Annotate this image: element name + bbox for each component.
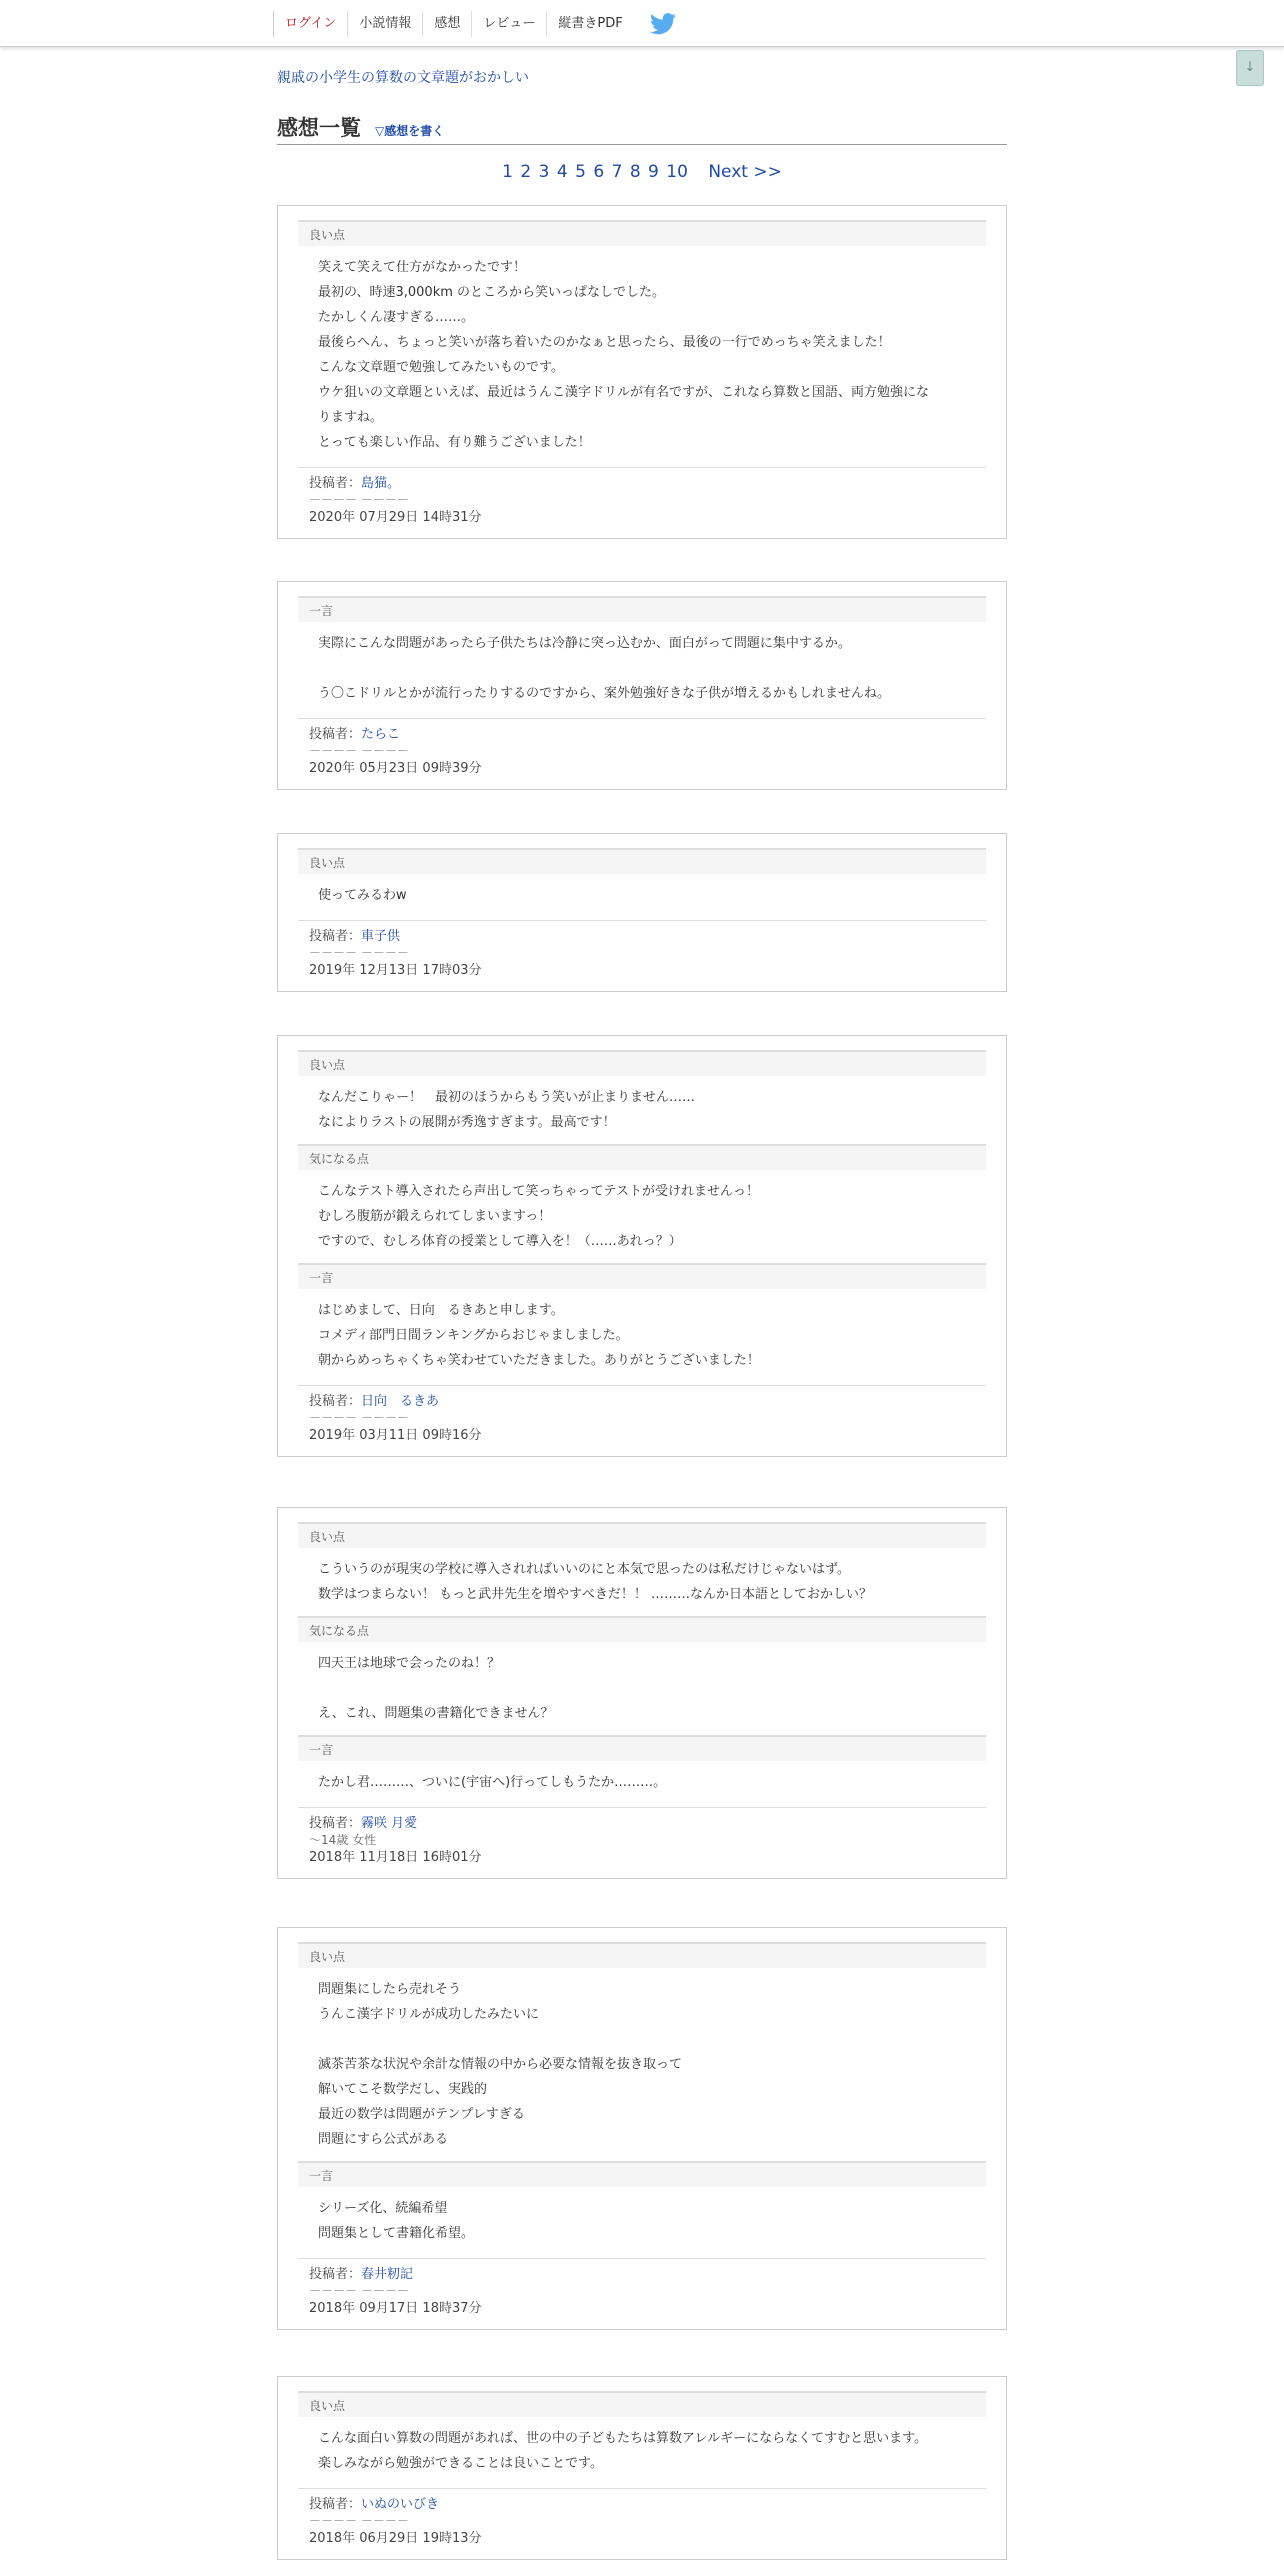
author-link[interactable]: 車子供 [361, 929, 401, 944]
comment-line: 解いてこそ数学だし、実践的 [318, 2082, 488, 2097]
main-content [277, 68, 1007, 183]
section-body [298, 2187, 986, 2255]
author-label: 投稿者： [309, 1394, 362, 1409]
post-date: 2019年 03月11日 09時16分 [309, 1428, 482, 1443]
comment-line: むしろ腹筋が鍛えられてしまいますっ！ [318, 1209, 552, 1224]
comment-line: 楽しみながら勉強ができることは良いことです。 [318, 2456, 603, 2471]
review-meta [298, 718, 986, 779]
section-label: 一言 [298, 596, 986, 622]
comment-line: 使ってみるわw [318, 888, 407, 903]
nav-impressions[interactable]: 感想 [422, 11, 471, 37]
author-profile: －－－－ －－－－ [309, 946, 409, 960]
author-label: 投稿者： [309, 727, 362, 742]
write-impression-link[interactable]: ▽感想を書く [375, 124, 445, 138]
page-link-3[interactable]: 3 [538, 162, 550, 182]
section-label: 一言 [298, 1735, 986, 1761]
twitter-icon[interactable] [650, 13, 676, 35]
section-body [298, 1289, 986, 1382]
section-label: 良い点 [298, 2391, 986, 2417]
comment-line: たかし君………、ついに(宇宙へ)行ってしもうたか………。 [318, 1775, 667, 1790]
review-card [277, 1035, 1007, 1457]
comment-line: シリーズ化、続編希望 [318, 2201, 448, 2216]
pagination [277, 161, 1007, 183]
author-row [309, 475, 975, 493]
author-link[interactable]: 島猫。 [361, 476, 401, 491]
review-card [277, 1507, 1007, 1879]
review-card [277, 205, 1007, 539]
section-label: 良い点 [298, 1942, 986, 1968]
comment-line: 最初の、時速3,000km のところから笑いっぱなしでした。 [318, 285, 666, 300]
site-header [0, 0, 1284, 47]
section-label: 良い点 [298, 1522, 986, 1548]
author-label: 投稿者： [309, 929, 362, 944]
page-link-4[interactable]: 4 [556, 162, 568, 182]
scroll-down-tab[interactable]: ↓ [1236, 50, 1264, 86]
section-label: 良い点 [298, 848, 986, 874]
section-body [298, 246, 986, 464]
page-link-6[interactable]: 6 [593, 162, 605, 182]
top-nav [273, 11, 676, 37]
author-label: 投稿者： [309, 476, 362, 491]
section-label: 一言 [298, 1263, 986, 1289]
section-body [298, 1548, 986, 1616]
author-label: 投稿者： [309, 2267, 362, 2282]
post-date: 2018年 06月29日 19時13分 [309, 2531, 482, 2546]
author-row [309, 1393, 975, 1411]
author-link[interactable]: 日向 るきあ [361, 1394, 440, 1409]
page-link-1[interactable]: 1 [502, 162, 513, 182]
section-label: 一言 [298, 2161, 986, 2187]
section-label: 気になる点 [298, 1616, 986, 1642]
blank-line [318, 2027, 975, 2052]
author-label: 投稿者： [309, 2497, 362, 2512]
page-link-7[interactable]: 7 [611, 162, 623, 182]
blank-line [318, 656, 975, 681]
comment-line: うんこ漢字ドリルが成功したみたいに [318, 2007, 540, 2022]
post-date: 2018年 11月18日 16時01分 [309, 1850, 482, 1865]
post-date: 2018年 09月17日 18時37分 [309, 2301, 482, 2316]
comment-line: う〇こドリルとかが流行ったりするのですから、案外勉強好きな子供が増えるかもしれませんね。 [318, 686, 891, 701]
section-label: 気になる点 [298, 1144, 986, 1170]
comment-line: 実際にこんな問題があったら子供たちは冷静に突っ込むか、面白がって問題に集中するか。 [318, 636, 851, 651]
page-link-9[interactable]: 9 [648, 162, 659, 182]
author-profile: －－－－ －－－－ [309, 2514, 409, 2528]
comment-line: ですので、むしろ体育の授業として導入を！（……あれっ？） [318, 1234, 682, 1249]
author-row [309, 928, 975, 946]
comment-line: 四天王は地球で会ったのね！？ [318, 1656, 501, 1671]
comment-line: りますね。 [318, 410, 384, 425]
comment-line: こんなテスト導入されたら声出して笑っちゃってテストが受けれませんっ！ [318, 1184, 759, 1199]
blank-line [318, 1676, 975, 1701]
page-link-5[interactable]: 5 [575, 162, 586, 182]
review-card [277, 2376, 1007, 2560]
page-link-8[interactable]: 8 [629, 162, 641, 182]
comment-line: 数学はつまらない！ もっと武井先生を増やすべきだ！！ ………なんか日本語としておかしい？ [318, 1587, 873, 1602]
nav-vertical-pdf[interactable]: 縦書きPDF [546, 11, 633, 37]
page-link-10[interactable]: 10 [666, 162, 688, 182]
review-meta [298, 2488, 986, 2549]
comment-line: え、これ、問題集の書籍化できません？ [318, 1706, 554, 1721]
page-header [277, 114, 1007, 145]
comment-line: なんだこりゃー！ 最初のほうからもう笑いが止まりません…… [318, 1090, 696, 1105]
author-row [309, 1815, 975, 1833]
comment-line: 問題集にしたら売れそう [318, 1982, 462, 1997]
section-body [298, 1968, 986, 2161]
author-profile: ～14歳 女性 [309, 1833, 377, 1847]
comment-line: 問題にすら公式がある [318, 2132, 449, 2147]
next-page-link[interactable]: Next >> [708, 162, 782, 182]
review-meta [298, 1807, 986, 1868]
comment-line: 問題集として書籍化希望。 [318, 2226, 475, 2241]
review-card [277, 581, 1007, 790]
post-date: 2019年 12月13日 17時03分 [309, 963, 482, 978]
review-card [277, 833, 1007, 992]
review-card [277, 1927, 1007, 2330]
post-date: 2020年 05月23日 09時39分 [309, 761, 482, 776]
author-profile: －－－－ －－－－ [309, 493, 409, 507]
section-body [298, 1170, 986, 1263]
section-label: 良い点 [298, 220, 986, 246]
comment-line: 滅茶苦茶な状況や余計な情報の中から必要な情報を抜き取って [318, 2057, 683, 2072]
comment-line: はじめまして、日向 るきあと申します。 [318, 1303, 564, 1318]
comment-line: 朝からめっちゃくちゃ笑わせていただきました。ありがとうございました！ [318, 1353, 760, 1368]
comment-line: 笑えて笑えて仕方がなかったです！ [318, 260, 527, 275]
section-body [298, 874, 986, 917]
section-body [298, 2417, 986, 2485]
section-body [298, 1761, 986, 1804]
comment-line: こんな文章題で勉強してみたいものです。 [318, 360, 564, 375]
comment-line: なによりラストの展開が秀逸すぎます。最高です！ [318, 1115, 616, 1130]
author-link[interactable]: たらこ [361, 727, 401, 742]
section-body [298, 1642, 986, 1735]
nav-login[interactable]: ログイン [273, 11, 347, 37]
post-date: 2020年 07月29日 14時31分 [309, 510, 482, 525]
comment-line: 最後らへん、ちょっと笑いが落ち着いたのかなぁと思ったら、最後の一行でめっちゃ笑えました！ [318, 335, 891, 350]
author-label: 投稿者： [309, 1816, 362, 1831]
section-body [298, 622, 986, 715]
author-profile: －－－－ －－－－ [309, 744, 409, 758]
nav-review[interactable]: レビュー [471, 11, 546, 37]
author-link[interactable]: 春井籾記 [361, 2267, 414, 2282]
author-row [309, 2266, 975, 2284]
comment-line: とっても楽しい作品、有り難うございました！ [318, 435, 591, 450]
nav-novel-info[interactable]: 小説情報 [347, 11, 422, 37]
review-meta [298, 920, 986, 981]
page-title: 感想一覧 [277, 116, 361, 140]
author-row [309, 2496, 975, 2514]
comment-line: こういうのが現実の学校に導入されればいいのにと本気で思ったのは私だけじゃないはず。 [318, 1562, 850, 1577]
author-profile: －－－－ －－－－ [309, 1411, 409, 1425]
author-link[interactable]: いぬのいびき [361, 2497, 440, 2512]
page-link-2[interactable]: 2 [520, 162, 532, 182]
comment-line: 最近の数学は問題がテンプレすぎる [318, 2107, 525, 2122]
novel-title-link[interactable]: 親戚の小学生の算数の文章題がおかしい [277, 70, 529, 86]
review-meta [298, 467, 986, 528]
author-link[interactable]: 霧咲 月愛 [361, 1816, 418, 1831]
comment-line: コメディ部門日間ランキングからおじゃましました。 [318, 1328, 629, 1343]
comment-line: たかしくん凄すぎる……。 [318, 310, 475, 325]
review-meta [298, 2258, 986, 2319]
comment-line: こんな面白い算数の問題があれば、世の中の子どもたちは算数アレルギーにならなくてすむと思います。 [318, 2431, 928, 2446]
author-profile: －－－－ －－－－ [309, 2284, 409, 2298]
section-label: 良い点 [298, 1050, 986, 1076]
section-body [298, 1076, 986, 1144]
review-meta [298, 1385, 986, 1446]
comment-line: ウケ狙いの文章題といえば、最近はうんこ漢字ドリルが有名ですが、これなら算数と国語、両方勉強にな [318, 385, 930, 400]
author-row [309, 726, 975, 744]
